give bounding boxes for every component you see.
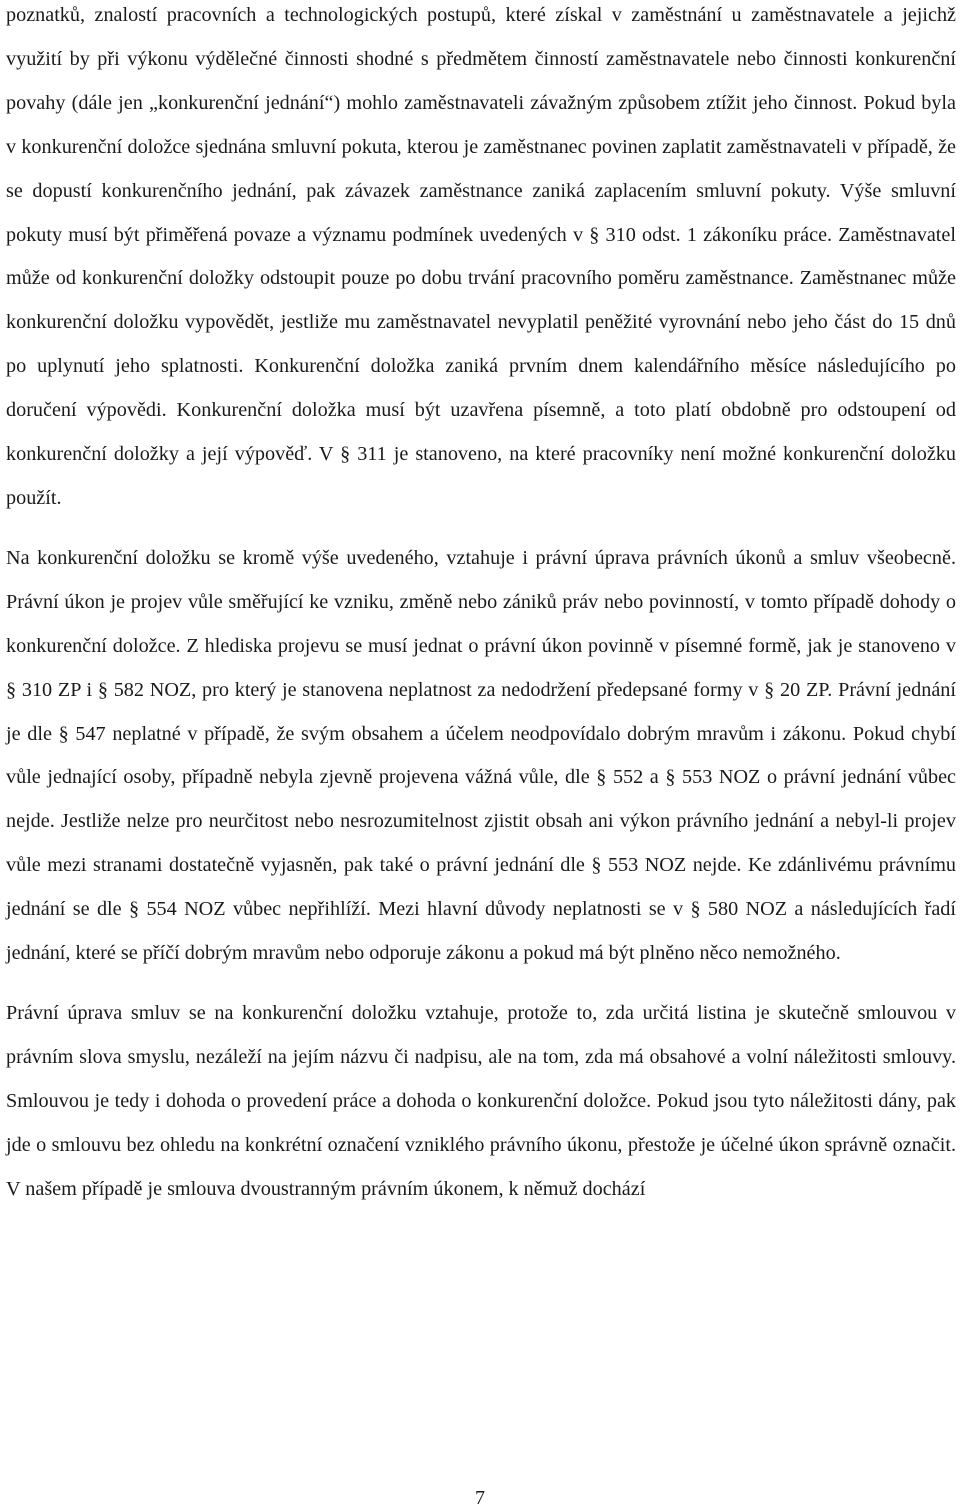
paragraph-gap: [6, 976, 956, 992]
document-page: [6, 0, 956, 1211]
paragraph-competition-clause-terms: poznatků, znalostí pracovních a technologických postupů, které získal v zaměstnání u zaměstnavatele a jejichž využití by při výkonu výdělečné činnosti shodné s předmětem činností zaměstnavatele nebo činnosti konkurenční povahy (dále jen „konkurenční jednání“) mohlo zaměstnavateli závažným způsobem ztížit jeho činnost. Pokud byla v konkurenční doložce sjednána smluvní pokuta, kterou je zaměstnanec povinen zaplatit zaměstnavateli v případě, že se dopustí konkurenčního jednání, pak závazek zaměstnance zaniká zaplacením smluvní pokuty. Výše smluvní pokuty musí být přiměřená povaze a významu podmínek uvedených v § 310 odst. 1 zákoníku práce. Zaměstnavatel může od konkurenční doložky odstoupit pouze po dobu trvání pracovního poměru zaměstnance. Zaměstnanec může konkurenční doložku vypovědět, jestliže mu zaměstnavatel nevyplatil peněžité vyrovnání nebo jeho část do 15 dnů po uplynutí jeho splatnosti. Konkurenční doložka zaniká prvním dnem kalendářního měsíce následujícího po doručení výpovědi. Konkurenční doložka musí být uzavřena písemně, a toto platí obdobně pro odstoupení od konkurenční doložky a její výpověď. V § 311 je stanoveno, na které pracovníky není možné konkurenční doložku použít.: [6, 4, 956, 509]
page-number: 7: [475, 1487, 485, 1509]
paragraph-contract-regulation: Právní úprava smluv se na konkurenční doložku vztahuje, protože to, zda určitá listina je skutečně smlouvou v právním slova smyslu, nezáleží na jejím názvu či nadpisu, ale na tom, zda má obsahové a volní náležitosti smlouvy. Smlouvou je tedy i dohoda o provedení práce a dohoda o konkurenční doložce. Pokud jsou tyto náležitosti dány, pak jde o smlouvu bez ohledu na konkrétní označení vzniklého právního úkonu, přestože je účelné úkon správně označit. V našem případě je smlouva dvoustranným právním úkonem, k němuž dochází: [6, 1001, 956, 1200]
paragraph-gap: [6, 521, 956, 537]
paragraph-legal-acts: Na konkurenční doložku se kromě výše uvedeného, vztahuje i právní úprava právních úkonů a smluv všeobecně. Právní úkon je projev vůle směřující ke vzniku, změně nebo zániků práv nebo povinností, v tomto případě dohody o konkurenční doložce. Z hlediska projevu se musí jednat o právní úkon povinně v písemné formě, jak je stanoveno v § 310 ZP i § 582 NOZ, pro který je stanovena neplatnost za nedodržení předepsané formy v § 20 ZP. Právní jednání je dle § 547 neplatné v případě, že svým obsahem a účelem neodpovídalo dobrým mravům i zákonu. Pokud chybí vůle jednající osoby, případně nebyla zjevně projevena vážná vůle, dle § 552 a § 553 NOZ o právní jednání vůbec nejde. Jestliže nelze pro neurčitost nebo nesrozumitelnost zjistit obsah ani výkon právního jednání a nebyl-li projev vůle mezi stranami dostatečně vyjasněn, pak také o právní jednání dle § 553 NOZ nejde. Ke zdánlivému právnímu jednání se dle § 554 NOZ vůbec nepřihlíží. Mezi hlavní důvody neplatnosti se v § 580 NOZ a následujících řadí jednání, které se příčí dobrým mravům nebo odporuje zákonu a pokud má být plněno něco nemožného.: [6, 546, 956, 965]
